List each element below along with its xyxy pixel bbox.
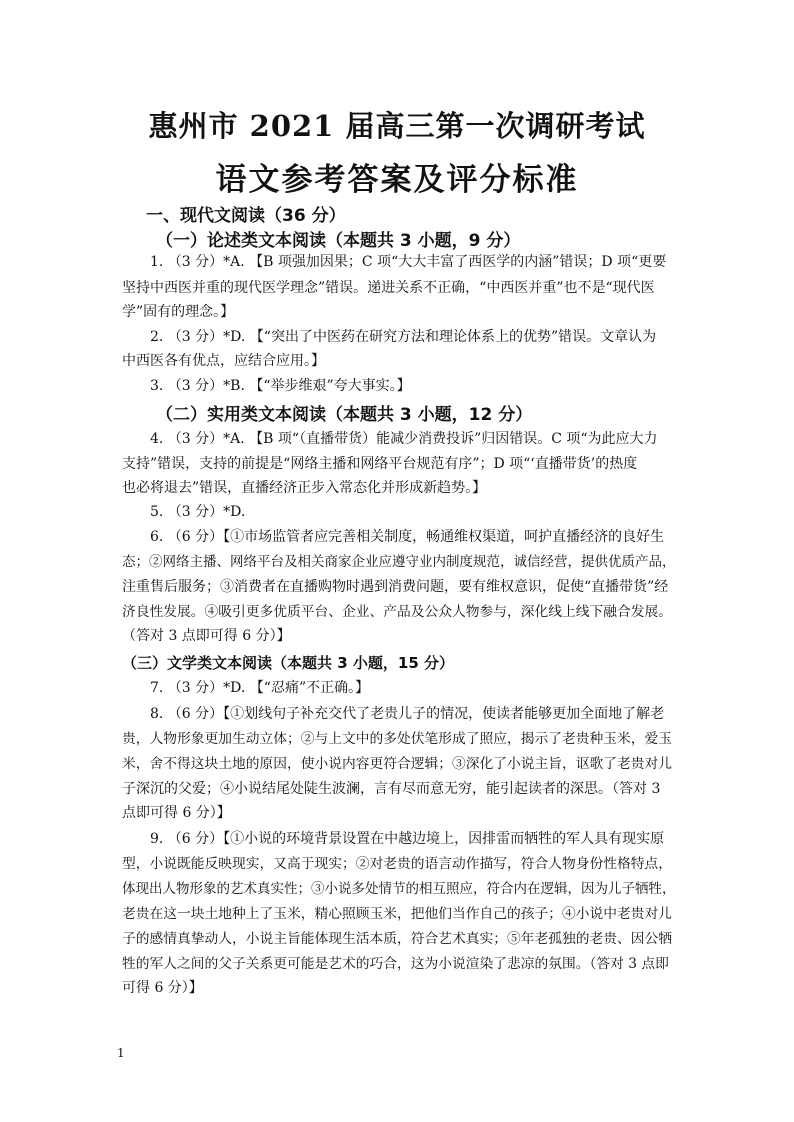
answer-line: 点即可得 6 分）】 [122, 805, 231, 821]
answer-line: 体现出人物形象的艺术真实性；③小说多处情节的相互照应，符合内在逻辑，因为儿子牺牲， [122, 881, 676, 897]
answer-line: 济良性发展。④吸引更多优质平台、企业、产品及公众人物参与，深化线上线下融合发展。 [122, 604, 673, 620]
answer-line: 7. （3 分）*D. 【“忍痛”不正确。】 [150, 680, 370, 696]
subsection-heading-practical: （二）实用类文本阅读（本题共 3 小题，12 分） [156, 405, 533, 425]
answer-line: 牲的军人之间的父子关系更可能是艺术的巧合，这为小说渲染了悲凉的氛围。（答对 3 点即 [122, 956, 669, 972]
answer-line: 4. （3 分）*A. 【B 项“（直播带货）能减少消费投诉”归因错误。C 项“为此应大力 [150, 431, 658, 447]
answer-line: 学”固有的理念。】 [122, 304, 235, 320]
answer-line: 1. （3 分）*A. 【B 项强加因果；C 项“大大丰富了西医学的内涵”错误；D 项“更要 [150, 254, 667, 270]
subsection-heading-literary: （三）文学类文本阅读（本题共 3 小题，15 分） [122, 654, 454, 672]
answer-line: 支持”错误，支持的前提是“网络主播和网络平台规范有序”；D 项“‘直播带货’的热度 [122, 456, 638, 472]
answer-line: 贵，人物形象更加生动立体；②与上文中的多处伏笔形成了照应，揭示了老贵种玉米，爱玉 [122, 731, 673, 747]
answer-line: （答对 3 点即可得 6 分）】 [122, 628, 291, 644]
exam-title: 惠州市 2021 届高三第一次调研考试 [148, 109, 646, 143]
answer-line: 型，小说既能反映现实，又高于现实；②对老贵的语言动作描写，符合人物身份性格特点， [122, 856, 673, 872]
section-heading-modern-reading: 一、现代文阅读（36 分） [146, 206, 346, 226]
answer-line: 子的感情真挚动人，小说主旨能体现生活本质，符合艺术真实；⑤年老孤独的老贵、因公牺 [122, 931, 673, 947]
answer-line: 也必将退去”错误，直播经济正步入常态化并形成新趋势。】 [122, 480, 487, 496]
answer-line: 米，舍不得这块土地的原因，使小说内容更符合逻辑；③深化了小说主旨，讴歌了老贵对儿 [122, 756, 673, 772]
subsection-heading-argumentative: （一）论述类文本阅读（本题共 3 小题，9 分） [156, 231, 521, 251]
page-number: 1 [117, 1046, 125, 1060]
answer-line: 2. （3 分）*D. 【“突出了中医药在研究方法和理论体系上的优势”错误。文章认为 [150, 329, 657, 345]
answer-line: 可得 6 分）】 [122, 980, 203, 996]
answer-line: 3. （3 分）*B. 【“举步维艰”夸大事实。】 [150, 378, 411, 394]
answer-line: 子深沉的父爱；④小说结尾处陡生波澜，言有尽而意无穷，能引起读者的深思。（答对 3 [122, 781, 661, 797]
answer-line: 9. （6 分）【①小说的环境背景设置在中越边境上，因排雷而牺牲的军人具有现实原 [150, 831, 665, 847]
answer-line: 中西医各有优点，应结合应用。】 [122, 353, 325, 369]
answer-line: 6. （6 分）【①市场监管者应完善相关制度，畅通维权渠道，呵护直播经济的良好生 [150, 529, 665, 545]
answer-line: 老贵在这一块土地种上了玉米，精心照顾玉米，把他们当作自己的孩子；④小说中老贵对儿 [122, 906, 673, 922]
answer-line: 坚持中西医并重的现代医学理念”错误。递进关系不正确，“中西医并重”也不是“现代医 [122, 280, 655, 296]
answer-line: 8. （6 分）【①划线句子补充交代了老贵儿子的情况，使读者能够更加全面地了解老 [150, 706, 665, 722]
answer-line: 5. （3 分）*D. [150, 504, 246, 520]
answer-line: 注重售后服务；③消费者在直播购物时遇到消费问题，要有维权意识，促使“直播带货”经 [122, 579, 669, 595]
answer-line: 态；②网络主播、网络平台及相关商家企业应遵守业内制度规范，诚信经营，提供优质产品， [122, 554, 676, 570]
answer-key-title: 语文参考答案及评分标准 [215, 162, 579, 198]
